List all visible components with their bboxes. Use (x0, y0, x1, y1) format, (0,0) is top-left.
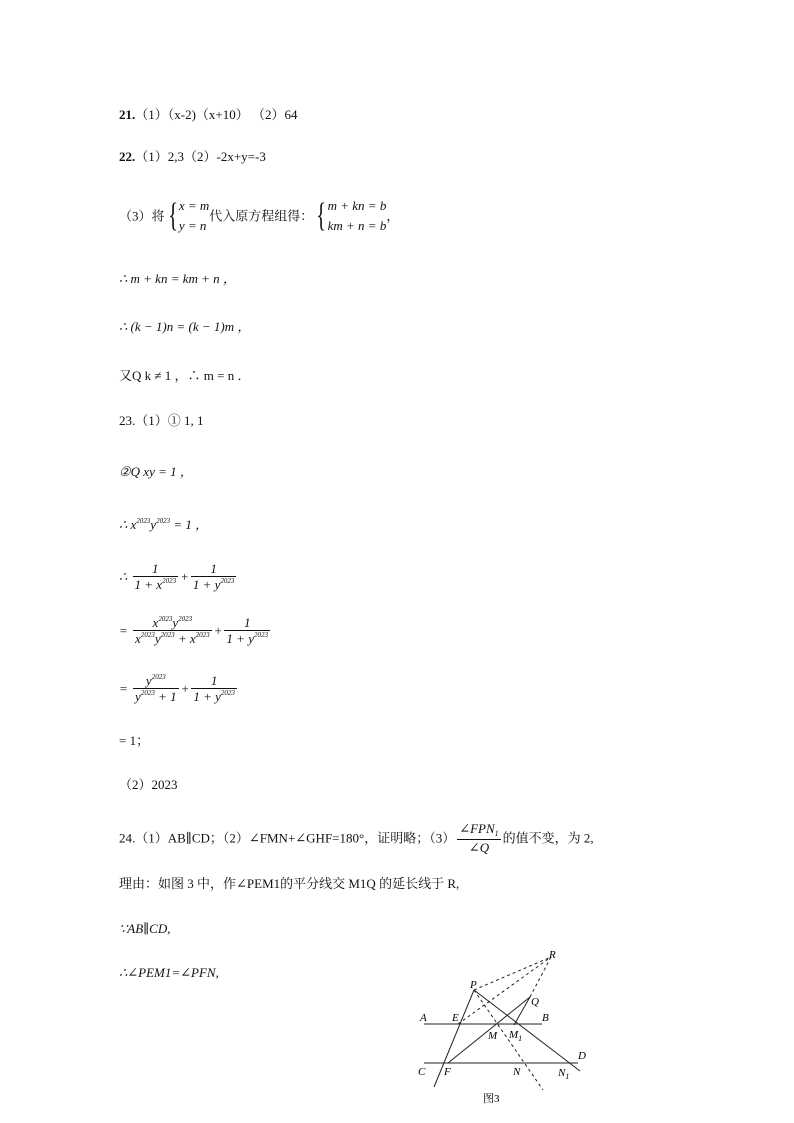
num-y: y (145, 673, 152, 688)
label-n1-sub: 1 (565, 1072, 570, 1081)
label-n1-main: N (558, 1067, 566, 1079)
exponent: 2023 (156, 517, 171, 525)
q21-line (119, 108, 298, 121)
num-y: y (172, 615, 179, 630)
q24-line3: ∵AB∥CD, (119, 921, 171, 936)
q22-system2-eq2: km + n = b (327, 218, 387, 233)
q23-result: = 1； (119, 733, 150, 748)
q23-line1: 23.（1）① 1, 1 (119, 413, 204, 428)
fraction (191, 674, 237, 703)
fraction-numerator: 1 (210, 673, 218, 688)
q23-line3-end: = 1 ， (170, 517, 209, 532)
q23-part2: （2）2023 (119, 777, 178, 792)
label-n1 (557, 1067, 569, 1081)
line-m1q (514, 997, 530, 1025)
q21-number: 21. (119, 107, 136, 122)
fraction-numerator (133, 616, 212, 630)
q22-system1-eq2: y = n (178, 218, 207, 233)
q23-step1 (119, 562, 238, 591)
line-pf (434, 990, 474, 1087)
subscript: 1 (494, 829, 499, 838)
exponent: 2023 (158, 615, 173, 623)
q23-line3-y: y (150, 517, 157, 532)
plus-sign: + (180, 569, 189, 584)
num-angle: ∠FPN (459, 821, 495, 836)
line-qr-dashed (530, 957, 551, 997)
den-text: 1 + y (192, 577, 221, 592)
q22-system1-eq1: x = m (178, 198, 210, 213)
label-m1-main: M (509, 1029, 519, 1041)
label-q: Q (531, 996, 539, 1008)
q22-system2 (328, 196, 387, 236)
label-m1 (508, 1029, 522, 1043)
label-c: C (418, 1066, 426, 1078)
therefore-symbol: ∴ (119, 569, 128, 584)
fraction-numerator: 1 (243, 615, 251, 630)
label-f: F (444, 1066, 451, 1078)
fraction (224, 616, 270, 645)
q23-step3 (119, 674, 239, 703)
fraction-numerator: 1 (210, 561, 217, 576)
fraction (133, 616, 212, 645)
figure-caption: 图3 (483, 1093, 500, 1105)
label-p: P (470, 979, 477, 991)
num-x: x (152, 615, 159, 630)
exponent: 2023 (220, 689, 235, 697)
q22-part3-prefix: （3）将 (119, 208, 165, 224)
plus-sign: + (213, 623, 223, 638)
figure-3-diagram (410, 945, 600, 1110)
q21-text: （1）（x-2)（x+10） （2）64 (135, 107, 298, 122)
left-brace-icon: { (167, 197, 178, 234)
q24-line1 (119, 822, 594, 854)
label-a: A (420, 1012, 427, 1024)
q22-line4: ∴ (k − 1)n = (k − 1)m ， (119, 319, 251, 334)
q24-line4: ∴∠PEM1=∠PFN, (119, 965, 219, 980)
fraction-numerator: 1 (152, 561, 159, 576)
fraction-denominator (224, 630, 270, 645)
fraction-denominator (133, 576, 179, 591)
exponent: 2023 (151, 673, 166, 681)
label-r: R (549, 949, 556, 961)
den-y: y (154, 631, 161, 646)
exponent: 2023 (195, 631, 210, 639)
plus-sign: + (180, 681, 190, 696)
den-plus-x: + x (174, 631, 196, 646)
label-b: B (542, 1012, 549, 1024)
den-text: 1 + y (193, 689, 221, 704)
exponent: 2023 (140, 631, 155, 639)
q24-value-text: 的值不变，为 2, (502, 830, 594, 846)
label-n: N (513, 1066, 521, 1078)
equals-sign: = (119, 681, 128, 696)
q22-substitute-text: 代入原方程组得： (209, 208, 314, 224)
q23-line2: ②Q xy = 1 ， (119, 464, 193, 479)
equals-sign: = (119, 623, 128, 638)
q22-number: 22. (119, 149, 136, 164)
fraction-denominator: ∠Q (457, 839, 500, 854)
label-m: M (488, 1030, 498, 1042)
fraction-numerator (133, 674, 179, 688)
den-text: 1 + y (226, 631, 254, 646)
q22-line2 (119, 196, 399, 236)
fraction (133, 562, 179, 591)
left-brace-icon: { (316, 197, 327, 234)
q23-step2 (119, 616, 272, 645)
q22-comma: ， (386, 208, 400, 224)
q22-system1 (179, 196, 209, 236)
den-x: x (135, 631, 141, 646)
q22-line5: 又Q k ≠ 1 ，∴ m = n ． (119, 368, 251, 383)
exponent: 2023 (253, 631, 268, 639)
q24-line2: 理由：如图 3 中，作∠PEM1的平分线交 M1Q 的延长线于 R, (119, 876, 460, 891)
fraction-denominator (191, 576, 237, 591)
exponent: 2023 (136, 517, 151, 525)
fraction-numerator (457, 822, 500, 839)
exponent: 2023 (178, 615, 193, 623)
q22-line1 (119, 150, 266, 163)
fraction-denominator (191, 688, 237, 703)
fraction-denominator (133, 688, 179, 703)
exponent: 2023 (140, 689, 155, 697)
fraction-denominator (133, 630, 212, 645)
q23-line3 (119, 518, 208, 531)
exponent: 2023 (220, 577, 235, 585)
q22-system2-eq1: m + kn = b (327, 198, 387, 213)
label-d: D (578, 1050, 586, 1062)
angle-ratio-fraction (457, 822, 500, 854)
label-e: E (452, 1012, 459, 1024)
label-m1-sub: 1 (518, 1034, 523, 1043)
den-text: 1 + x (134, 577, 163, 592)
exponent: 2023 (162, 577, 177, 585)
fraction (133, 674, 179, 703)
fraction (191, 562, 237, 591)
q22-line3: ∴ m + kn = km + n ， (119, 271, 236, 286)
den-plus-one: + 1 (154, 689, 177, 704)
q24-answers: 24.（1）AB∥CD；（2）∠FMN+∠GHF=180°，证明略；（3） (119, 830, 456, 846)
q23-line3-pre: ∴ x (119, 517, 137, 532)
q22-part12: （1）2,3（2）-2x+y=-3 (135, 149, 266, 164)
exponent: 2023 (160, 631, 175, 639)
den-y: y (135, 689, 141, 704)
